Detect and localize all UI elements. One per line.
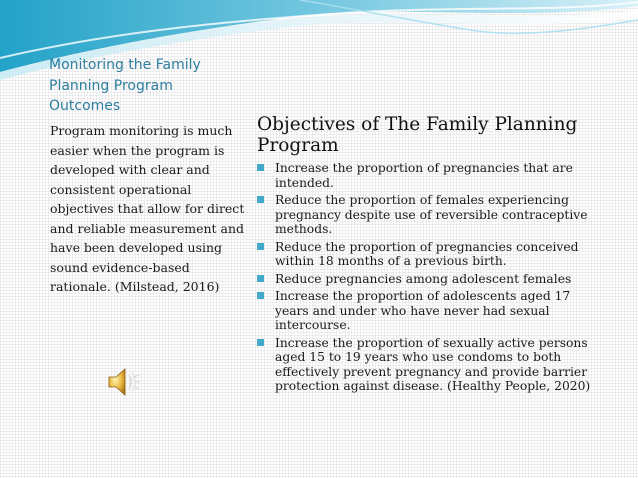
square-bullet-icon (257, 292, 264, 299)
square-bullet-icon (257, 243, 264, 250)
objective-item (257, 193, 607, 237)
objective-item (257, 240, 607, 269)
square-bullet-icon (257, 164, 264, 171)
objective-item (257, 289, 607, 333)
square-bullet-icon (257, 339, 264, 346)
speaker-icon[interactable] (106, 366, 142, 398)
left-body-text: Program monitoring is much easier when the program is developed with clear and consistent operational objectives that allow for direct and reliable measurement and have been developed using sound evidence-based rationale. (Milstead, 2016) (50, 123, 245, 294)
square-bullet-icon (257, 275, 264, 282)
objective-text: Increase the proportion of adolescents aged 17 years and under who have never had sexual intercourse. (275, 289, 571, 332)
slide-title: Monitoring the Family Planning Program Outcomes (49, 57, 201, 114)
objective-item (257, 161, 607, 190)
objective-text: Increase the proportion of pregnancies that are intended. (275, 161, 573, 190)
objectives-list (257, 161, 607, 397)
objective-text: Reduce the proportion of females experiencing pregnancy despite use of reversible contraceptive methods. (275, 193, 588, 236)
square-bullet-icon (257, 196, 264, 203)
objective-item (257, 272, 607, 287)
objectives-heading: Objectives of The Family Planning Program (257, 114, 578, 156)
objective-text: Reduce pregnancies among adolescent females (275, 271, 572, 286)
objective-item (257, 336, 607, 394)
objective-text: Reduce the proportion of pregnancies conceived within 18 months of a previous birth. (275, 239, 579, 268)
objective-text: Increase the proportion of sexually active persons aged 15 to 19 years who use condoms to both effectively prevent pregnancy and provide barrier protection against disease. (Healthy People, 2020) (275, 335, 591, 393)
